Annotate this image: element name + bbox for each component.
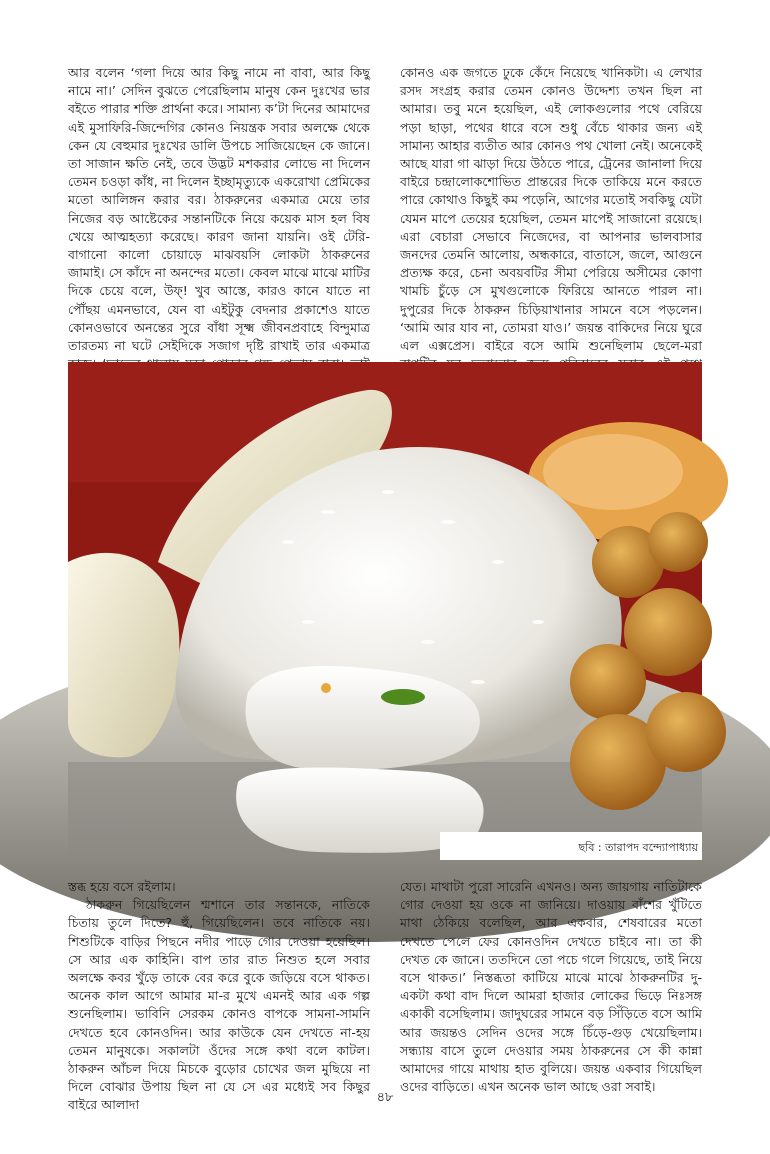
paragraph: আর বলেন ‘গলা দিয়ে আর কিছু নামে না বাবা, আর কিছু নামে না।’ সেদিন বুঝতে পেরেছিলাম মানুষ কেন দুঃখের ভার বইতে পারার শক্তি প্রার্থনা করে। সামান্য ক’টা দিনের আমাদের এই মুসাফিরি-জিন্দেগির কোনও নিয়ন্ত্রক সবার অলক্ষে থেকে কেন যে বেহুমার দুঃখের ডালি উপচে সাজিয়েছেন কে জানে। তা সাজান ক্ষতি নেই, তবে উদ্ভট মশকরার লোভে না দিলেন তেমন চওড়া কাঁধ, না দিলেন ইচ্ছামৃত্যুকে একরোখা প্রেমিকের মতো আলিঙ্গন করার বর। ঠাকরুনের একমাত্র মেয়ে তার নিজের বড় আষ্টেকের সন্তানটিকে নিয়ে কয়েক মাস হল বিষ খেয়ে আত্মহত্যা করেছে। কারণ জানা যায়নি। ওই টেরি-বাগানো কালো চোয়াড়ে মাঝবয়সি লোকটা ঠাকরুনের জামাই। সে কাঁদে না অনন্দের মতো। কেবল মাঝে মাঝে মাটির দিকে চেয়ে বলে, উফ্! খুব আস্তে, কারও কানে যাতে না পৌঁছয় এমনভাবে, যেন বা এইটুকু বেদনার প্রকাশেও যাতে কোনওভাবে অনন্তের সুরে বাঁধা সূক্ষ্ম জীবনপ্রবাহে বিন্দুমাত্র তারতম্য না ঘটে সেইদিকে সজাগ দৃষ্টি রাখাই তার একমাত্র [68, 65, 370, 354]
page-number: ৪৮ [376, 1090, 394, 1105]
article-column-top-right [400, 64, 702, 354]
article-column-bottom-left [68, 878, 370, 1113]
photo-credit-box [440, 832, 702, 860]
article-column-top-left [68, 64, 370, 354]
paragraph: যেত। মাথাটা পুরো সারেনি এখনও। অন্য জায়গায় নাতিটাকে গোর দেওয়া হয় ওকে না জানিয়ে। দাওয়ায় বাঁশের খুঁটিতে মাথা ঠেকিয়ে বলেছিল, আর একবার, শেষবারের মতো দেখতে পেলে ফের কোনওদিন দেখতে চাইবে না। তা কী দেখত কে জানে। ততদিনে তো পচে গলে গিয়েছে, তাই নিয়ে বসে থাকত।’ নিস্তব্ধতা কাটিয়ে মাঝে মাঝে ঠাকরুনটির দু-একটা কথা বাদ দিলে আমরা হাজার লোকের ভিড়ে নিঃসঙ্গ একাকী বসেছিলাম। জাদুঘরের সামনে বড় সিঁড়িতে বসে আমি আর জয়ন্তও সেদিন ওদের সঙ্গে চিঁড়ে-গুড় খেয়েছিলাম। সন্ধ্যায় বাসে তুলে দেওয়ার সময় ঠাকরুনের সে কী কান্না আমাদের গায়ে মাথায় হাত বুলিয়ে। জয়ন্ত একবার গিয়েছিল ওদের বাড়িতে। এখন অনেক ভাল আছে ওরা সবাই। [400, 879, 702, 1095]
food-photo-illustration [68, 362, 702, 854]
paragraph: স্তব্ধ হয়ে বসে রইলাম। [68, 879, 176, 894]
article-column-bottom-right [400, 878, 702, 1095]
food-photo [68, 362, 702, 854]
photo-credit: ছবি : তারাপদ বন্দ্যোপাধ্যায় [578, 841, 698, 854]
paragraph: কোনও এক জগতে ঢুকে কেঁদে নিয়েছে খানিকটা। এ লেখার রসদ সংগ্রহ করার তেমন কোনও উদ্দেশ্য তখন ছিল না আমার। তবু মনে হয়েছিল, এই লোকগুলোর পথে বেরিয়ে পড়া ছাড়া, পথের ধারে বসে শুধু বেঁচে থাকার জন্য এই সামান্য আহার ব্যতীত আর কোনও পথ খোলা নেই। অনেকেই আছে যারা গা ঝাড়া দিয়ে উঠতে পারে, ট্রেনের জানালা দিয়ে বাইরে চন্দ্রালোকশোভিত প্রান্তরের দিকে তাকিয়ে মনে করতে পারে কোথাও কিছুই কম পড়েনি, আগের মতোই সবকিছু যেটা যেমন মাপে তেয়ের হয়েছিল, তেমন মাপেই সাজানো রয়েছে। এরা বেচারা সেভাবে নিজেদের, বা আপনার ভালবাসার জনদের তেমনি আলোয়, অন্ধকারে, বাতাসে, জলে, আগুনে প্রত্যক্ষ করে, চেনা অবয়বটির সীমা পেরিয়ে অসীমের কোণা খামচি চুঁড়ে সে মুখগুলোকে ফিরিয়ে আনতে পারল না। দুপুরের দিকে ঠাকরুন চিড়িয়াখানার সামনে বসে পড়লেন। ‘আমি আর যাব না, তোমরা যাও।’ জয়ন্ত বাকিদের নিয়ে ঘুরে এল এক্সপ্রেস। বাইরে বসে আমি শুনেছিলাম ছেলে-মরা [400, 65, 702, 354]
paragraph: ঠাকরুন গিয়েছিলেন শ্মশানে তার সন্তানকে, নাতিকে চিতায় তুলে দিতে? হুঁ, গিয়েছিলেন। তবে নাতিকে নয়। শিশুটিকে বাড়ির পিছনে নদীর পাড়ে গোর দেওয়া হয়েছিল। সে আর এক কাহিনি। বাপ তার রাত নিশুত হলে সবার অলক্ষে কবর খুঁড়ে তাকে বের করে বুকে জড়িয়ে বসে থাকত। অনেক কাল আগে আমার মা-র মুখে এমনই আর এক গল্প শুনেছিলাম। ভাবিনি সেরকম কোনও বাপকে সামনা-সামনি দেখতে হবে কোনওদিন। আর কাউকে যেন দেখতে না-হয় তেমন মানুষকে। সকালটা ওঁদের সঙ্গে কথা বলে কাটল। ঠাকরুন আঁচল দিয়ে মিচকে বুড়োর চোখের জল মুছিয়ে না দিলে বোঝার উপায় ছিল না যে সে এর মধ্যেই সব কিছুর বাইরে আলাদা [68, 897, 370, 1113]
